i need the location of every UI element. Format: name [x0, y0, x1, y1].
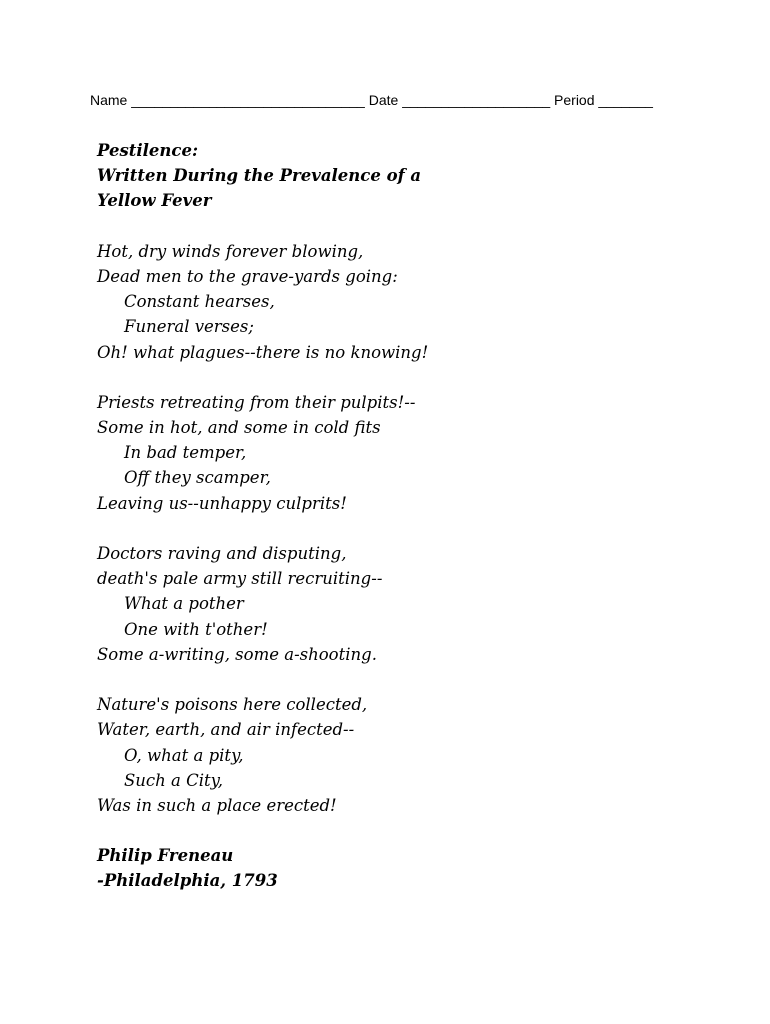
verse-line: Was in such a place erected! [97, 795, 337, 815]
stanza-1 [97, 239, 428, 365]
place-year: -Philadelphia, 1793 [97, 871, 278, 891]
verse-line: Priests retreating from their pulpits!-- [97, 392, 416, 412]
date-field[interactable]: ___________________ [402, 92, 551, 108]
verse-line: Such a City, [124, 770, 224, 790]
verse-line: Some a-writing, some a-shooting. [97, 644, 377, 664]
verse-line: Oh! what plagues--there is no knowing! [97, 342, 429, 362]
verse-line: Hot, dry winds forever blowing, [97, 241, 364, 261]
verse-line: O, what a pity, [124, 745, 244, 765]
stanza-4 [97, 692, 428, 818]
period-field[interactable]: _______ [598, 92, 653, 108]
verse-line: Funeral verses; [124, 317, 254, 337]
verse-line: Doctors raving and disputing, [97, 544, 347, 563]
verse-line: Water, earth, and air infected-- [97, 720, 355, 740]
title-line: Pestilence: [97, 141, 199, 160]
stanza-2 [97, 390, 428, 516]
author-name: Philip Freneau [97, 846, 234, 866]
verse-line: Some in hot, and some in cold fits [97, 418, 381, 438]
poem-title [97, 138, 428, 214]
verse-line: Dead men to the grave-yards going: [97, 266, 398, 286]
date-label: Date [368, 92, 399, 108]
stanza-3 [97, 541, 428, 667]
verse-line: Constant hearses, [124, 292, 275, 312]
verse-line: What a pother [124, 594, 244, 614]
verse-line: Nature's poisons here collected, [97, 695, 368, 715]
verse-line: death's pale army still recruiting-- [97, 569, 383, 589]
title-line: Yellow Fever [97, 191, 212, 211]
name-field[interactable]: ______________________________ [131, 92, 365, 108]
poem [97, 138, 428, 894]
verse-line: In bad temper, [124, 443, 247, 463]
period-label: Period [554, 92, 595, 108]
verse-line: Leaving us--unhappy culprits! [97, 493, 347, 513]
student-info-header [90, 92, 653, 108]
title-line: Written During the Prevalence of a [97, 166, 422, 186]
name-label: Name [90, 92, 128, 108]
verse-line: Off they scamper, [124, 468, 271, 488]
verse-line: One with t'other! [124, 619, 268, 639]
attribution [97, 843, 428, 893]
